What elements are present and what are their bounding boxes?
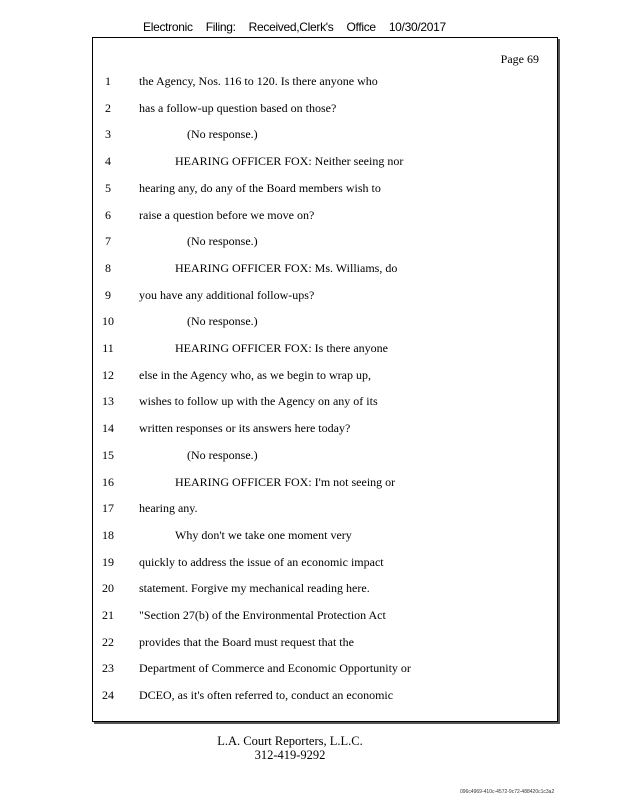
header-part: Office xyxy=(346,20,376,34)
line-text: (No response.) xyxy=(187,314,258,329)
line-text: has a follow-up question based on those? xyxy=(139,100,337,115)
line-number: 17 xyxy=(102,501,114,516)
line-text: statement. Forgive my mechanical reading here. xyxy=(139,581,370,596)
line-text: (No response.) xyxy=(187,127,258,142)
line-text: you have any additional follow-ups? xyxy=(139,287,315,302)
line-number: 14 xyxy=(102,421,114,436)
line-text: quickly to address the issue of an economic impact xyxy=(139,554,384,569)
line-text: the Agency, Nos. 116 to 120. Is there anyone who xyxy=(139,74,378,88)
transcript-page xyxy=(92,37,558,722)
page-number: Page 69 xyxy=(500,52,539,66)
line-number: 13 xyxy=(102,394,114,409)
line-text: Why don't we take one moment very xyxy=(175,527,352,542)
line-number: 19 xyxy=(102,554,114,569)
footer xyxy=(0,734,580,762)
line-number: 8 xyxy=(105,260,111,275)
line-text: hearing any, do any of the Board members wish to xyxy=(139,180,381,195)
line-number: 21 xyxy=(102,608,114,622)
line-number: 5 xyxy=(105,180,111,195)
line-number: 1 xyxy=(105,74,111,88)
line-number: 7 xyxy=(105,234,111,249)
line-number: 11 xyxy=(102,341,114,355)
footer-phone: 312-419-9292 xyxy=(254,748,326,762)
line-number: 16 xyxy=(102,474,114,489)
line-text: HEARING OFFICER FOX: Neither seeing nor xyxy=(175,154,404,169)
line-text: "Section 27(b) of the Environmental Protection Act xyxy=(139,608,386,622)
document-hash: 096c4969-410c-4572-9c72-488420c1c3a2 xyxy=(460,789,555,795)
line-text: HEARING OFFICER FOX: Ms. Williams, do xyxy=(175,260,398,275)
line-number: 10 xyxy=(102,314,114,329)
header-part: 10/30/2017 xyxy=(388,20,446,34)
line-number: 15 xyxy=(102,447,114,462)
line-number: 6 xyxy=(105,207,111,222)
line-number: 20 xyxy=(102,581,114,596)
line-text: wishes to follow up with the Agency on any of its xyxy=(139,394,378,409)
line-number: 18 xyxy=(102,527,114,542)
line-number: 2 xyxy=(105,100,111,115)
header-part: Electronic xyxy=(143,20,193,34)
line-text: DCEO, as it's often referred to, conduct an economic xyxy=(139,688,394,703)
line-text: Department of Commerce and Economic Opportunity or xyxy=(139,661,411,676)
line-text: HEARING OFFICER FOX: Is there anyone xyxy=(175,341,388,355)
line-text: provides that the Board must request that the xyxy=(139,634,354,649)
header-part: Filing: xyxy=(205,20,236,34)
line-number: 4 xyxy=(105,154,111,169)
header-part: Received,Clerk's xyxy=(248,20,334,34)
line-number: 24 xyxy=(102,688,114,703)
line-number: 22 xyxy=(102,634,114,649)
line-text: (No response.) xyxy=(187,234,258,249)
line-text: raise a question before we move on? xyxy=(139,207,315,222)
line-text: hearing any. xyxy=(139,501,198,516)
line-text: written responses or its answers here today? xyxy=(139,421,351,436)
line-number: 3 xyxy=(105,127,111,142)
line-text: else in the Agency who, as we begin to wrap up, xyxy=(139,367,371,382)
filing-header xyxy=(143,20,446,34)
line-number: 9 xyxy=(105,287,111,302)
line-text: (No response.) xyxy=(187,447,258,462)
line-number: 12 xyxy=(102,367,114,382)
line-number: 23 xyxy=(102,661,114,676)
footer-company: L.A. Court Reporters, L.L.C. xyxy=(217,734,363,748)
line-text: HEARING OFFICER FOX: I'm not seeing or xyxy=(175,474,396,489)
